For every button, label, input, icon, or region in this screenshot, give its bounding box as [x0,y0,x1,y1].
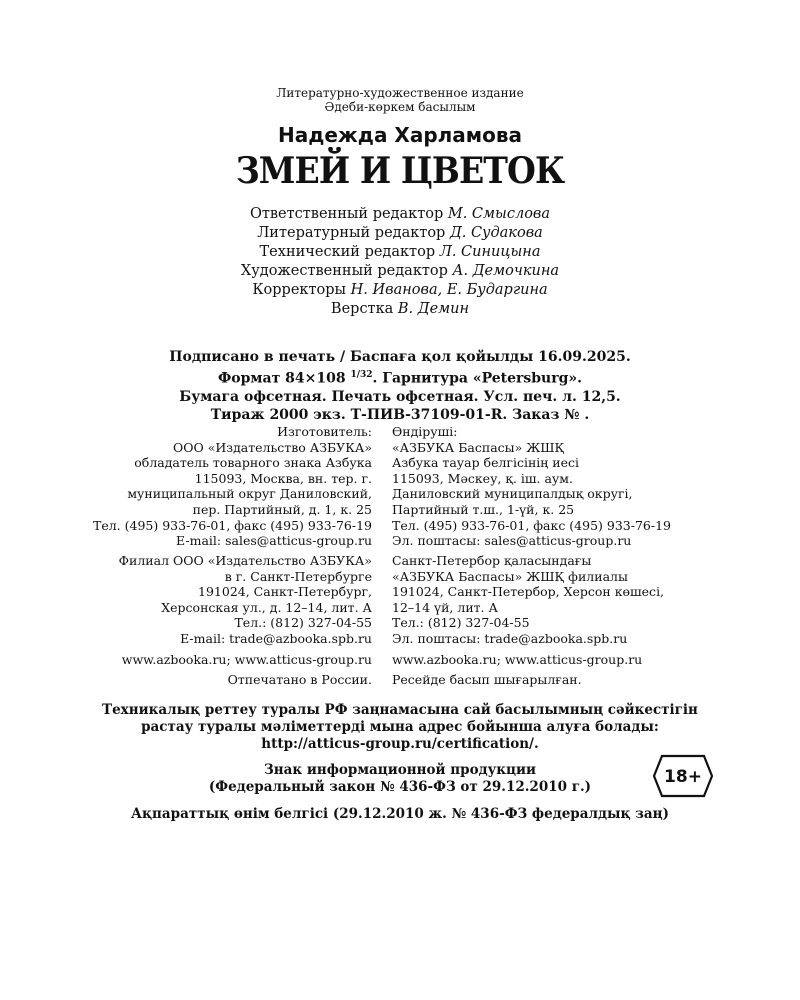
editor-line: Художественный редактор А. Демочкина [240,263,560,279]
publisher-ru-name: ООО «Издательство АЗБУКА» [172,439,372,455]
printed-kz: Ресейде басып шығарылған. [392,672,582,687]
websites-ru: www.azbooka.ru; www.atticus-group.ru [121,652,372,667]
age-rating-label: 18+ [664,767,702,787]
info-mark-kz: Ақпараттық өнім белгісі (29.12.2010 ж. № 436-ФЗ федералдық заң) [131,806,669,822]
editor-line: Корректоры Н. Иванова, Е. Бударгина [252,282,548,298]
publisher-ru-email: E-mail: sales@atticus-group.ru [176,533,372,549]
websites-kz: www.azbooka.ru; www.atticus-group.ru [392,652,643,667]
branch-kz-email: Эл. поштасы: trade@azbooka.spb.ru [392,630,628,646]
editor-line: Верстка В. Демин [330,301,470,317]
book-title: ЗМЕЙ И ЦВЕТОК [235,150,565,192]
info-mark: Знак информационной продукции (Федеральный закон № 436-ФЗ от 29.12.2010 г.) [208,762,592,795]
editor-line: Ответственный редактор М. Смыслова [249,206,551,222]
branch-kz: Санкт-Петербор қаласындағы «АЗБУКА Баспасы» ЖШҚ филиалы 191024, Санкт-Петербор, Херсон көшесі, 12–14 үй, лит. А Тел.: (812) 327-04-55 Эл. поштасы: trade@azbooka.spb.ru [392,553,665,646]
age-rating-badge [652,752,714,800]
print-info [0,348,800,424]
genre-ru: Литературно-художественное издание [276,86,524,100]
print-signed: Подписано в печать / Баспаға қол қойылды 16.09.2025. [169,349,631,365]
editor-line: Технический редактор Л. Синицына [259,244,541,260]
publisher-kz-email: Эл. поштасы: sales@atticus-group.ru [392,533,632,549]
certification-note: Техникалық реттеу туралы РФ заңнамасына сай басылымның сәйкестігін растау туралы мәліметтерді мына адрес бойынша алуға болады: http://atticus-group.ru/certification/. [0,702,800,753]
branch-kz-name: Санкт-Петербор қаласындағы [392,553,592,568]
certification-url: http://atticus-group.ru/certification/. [261,736,539,752]
genre-kz: Әдеби-көркем басылым [324,100,476,114]
printed-ru: Отпечатано в России. [227,672,372,687]
publisher-kz: Өндіруші: «АЗБУКА Баспасы» ЖШҚ Азбука тауар белгісінің иесі 115093, Мәскеу, қ. іш. аум. Даниловский муниципалдық округі, Партийный т.ш., 1-үй, к. 25 Тел. (495) 933-76-01, факс (495) 933-76-19 Эл. поштасы: sales@atticus-group.ru [392,424,671,549]
publisher-ru: Изготовитель: ООО «Издательство АЗБУКА» обладатель товарного знака Азбука 115093, Москва, вн. тер. г. муниципальный округ Даниловский, пер. Партийный, д. 1, к. 25 Тел. (495) 933-76-01, факс (495) 933-76-19 E-mail: sales@atticus-group.ru [93,424,372,549]
publisher-kz-name: «АЗБУКА Баспасы» ЖШҚ [392,439,565,455]
print-run: Тираж 2000 экз. Т-ПИВ-37109-01-R. Заказ № . [210,406,590,423]
editors-list [0,205,800,319]
print-paper: Бумага офсетная. Печать офсетная. Усл. печ. л. 12,5. [179,388,621,405]
branch-ru-name: Филиал ООО «Издательство АЗБУКА» [118,553,372,568]
publisher-kz-label: Өндіруші: [392,424,458,439]
author-name: Надежда Харламова [277,123,523,147]
publisher-ru-label: Изготовитель: [277,424,372,439]
branch-ru-email: E-mail: trade@azbooka.spb.ru [180,630,372,646]
editor-line: Литературный редактор Д. Судакова [257,225,543,241]
branch-ru: Филиал ООО «Издательство АЗБУКА» в г. Санкт-Петербурге 191024, Санкт-Петербург, Херсонская ул., д. 12–14, лит. А Тел.: (812) 327-04-55 E-mail: trade@azbooka.spb.ru [118,553,372,646]
print-format: Формат 84×108 $^{1/32}$. Гарнитура «Petersburg». [217,370,583,387]
